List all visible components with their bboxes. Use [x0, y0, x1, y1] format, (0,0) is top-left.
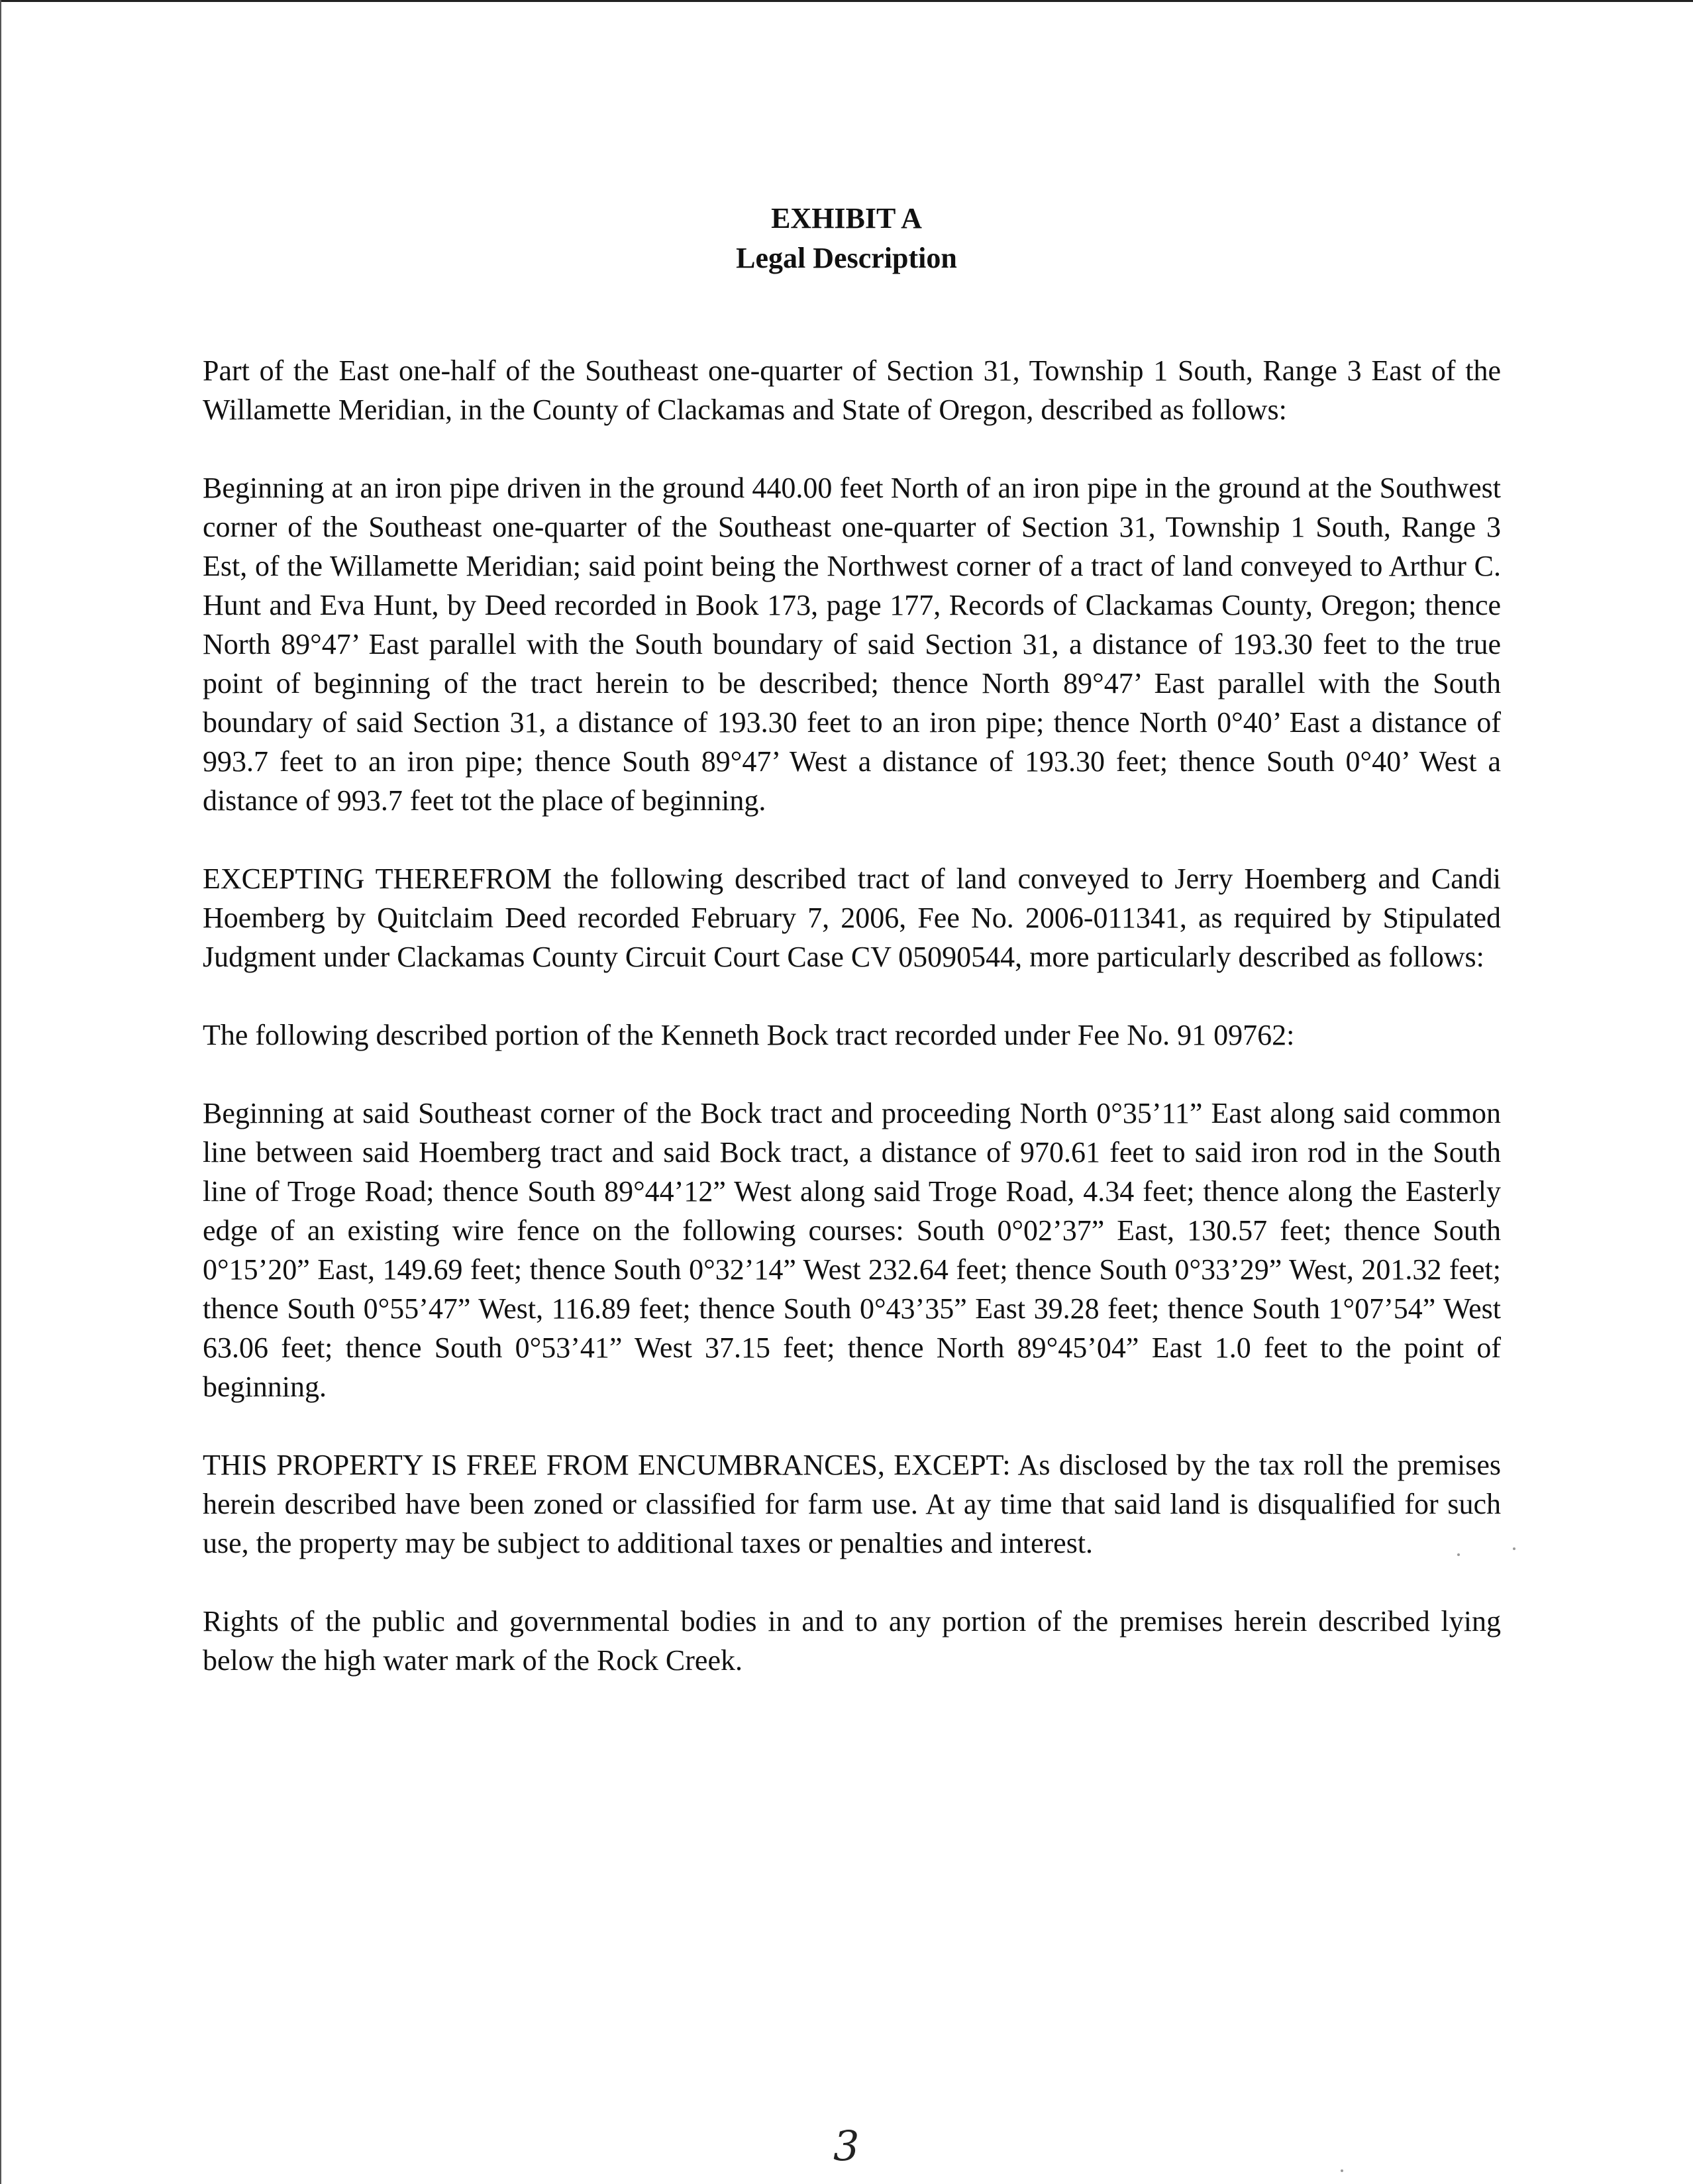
scan-speck — [1513, 1547, 1515, 1550]
exhibit-subtitle: Legal Description — [736, 242, 957, 274]
scan-left-edge — [0, 0, 1, 2184]
paragraph-encumbrances: THIS PROPERTY IS FREE FROM ENCUMBRANCES, EXCEPT: As disclosed by the tax roll the premises herein described have been zoned or classified for farm use. At ay time that said land is disqualified for such use, the property may be subject to additional taxes or penalties and interest. — [203, 1449, 1501, 1559]
legal-description-body — [203, 351, 1501, 1719]
exhibit-title: EXHIBIT A — [771, 202, 922, 234]
scan-speck — [1341, 2169, 1343, 2172]
paragraph-fence-courses: Beginning at said Southeast corner of the Bock tract and proceeding North 0°35’11” East along said common line between said Hoemberg tract and said Bock tract, a distance of 970.61 feet to said iron rod in the South line of Troge Road; thence South 89°44’12” West along said Troge Road, 4.34 feet; thence along the Easterly edge of an existing wire fence on the following courses: South 0°02’37” East, 130.57 feet; thence South 0°15’20” East, 149.69 feet; thence South 0°32’14” West 232.64 feet; thence South 0°33’29” West, 201.32 feet; thence South 0°55’47” West, 116.89 feet; thence South 0°43’35” East 39.28 feet; thence South 1°07’54” West 63.06 feet; thence South 0°53’41” West 37.15 feet; thence North 89°45’04” East 1.0 feet to the point of beginning. — [203, 1097, 1501, 1403]
paragraph-metes-and-bounds: Beginning at an iron pipe driven in the ground 440.00 feet North of an iron pipe in the ground at the Southwest corner of the Southeast one-quarter of the Southeast one-quarter of Section 31, Township 1 South, Range 3 Est, of the Willamette Meridian; said point being the Northwest corner of a tract of land conveyed to Arthur C. Hunt and Eva Hunt, by Deed recorded in Book 173, page 177, Records of Clackamas County, Oregon; thence North 89°47’ East parallel with the South boundary of said Section 31, a distance of 193.30 feet to the true point of beginning of the tract herein to be described; thence North 89°47’ East parallel with the South boundary of said Section 31, a distance of 193.30 feet to an iron pipe; thence North 0°40’ East a distance of 993.7 feet to an iron pipe; thence South 89°47’ West a distance of 193.30 feet; thence South 0°40’ West a distance of 993.7 feet tot the place of beginning. — [203, 472, 1501, 817]
handwritten-page-number: 3 — [833, 2122, 860, 2170]
paragraph-public-rights: Rights of the public and governmental bodies in and to any portion of the premises herein described lying below the high water mark of the Rock Creek. — [203, 1605, 1501, 1677]
scan-top-edge — [0, 0, 1693, 2]
scan-speck — [1457, 1553, 1460, 1556]
paragraph-bock-tract: The following described portion of the Kenneth Bock tract recorded under Fee No. 91 09762: — [203, 1019, 1295, 1051]
document-header — [0, 199, 1693, 278]
paragraph-parcel-location: Part of the East one-half of the Southeast one-quarter of Section 31, Township 1 South, Range 3 East of the Willamette Meridian, in the County of Clackamas and State of Oregon, described as follows: — [203, 354, 1501, 426]
paragraph-excepting-therefrom: EXCEPTING THEREFROM the following described tract of land conveyed to Jerry Hoemberg and Candi Hoemberg by Quitclaim Deed recorded February 7, 2006, Fee No. 2006-011341, as required by Stipulated Judgment under Clackamas County Circuit Court Case CV 05090544, more particularly described as follows: — [203, 862, 1501, 973]
